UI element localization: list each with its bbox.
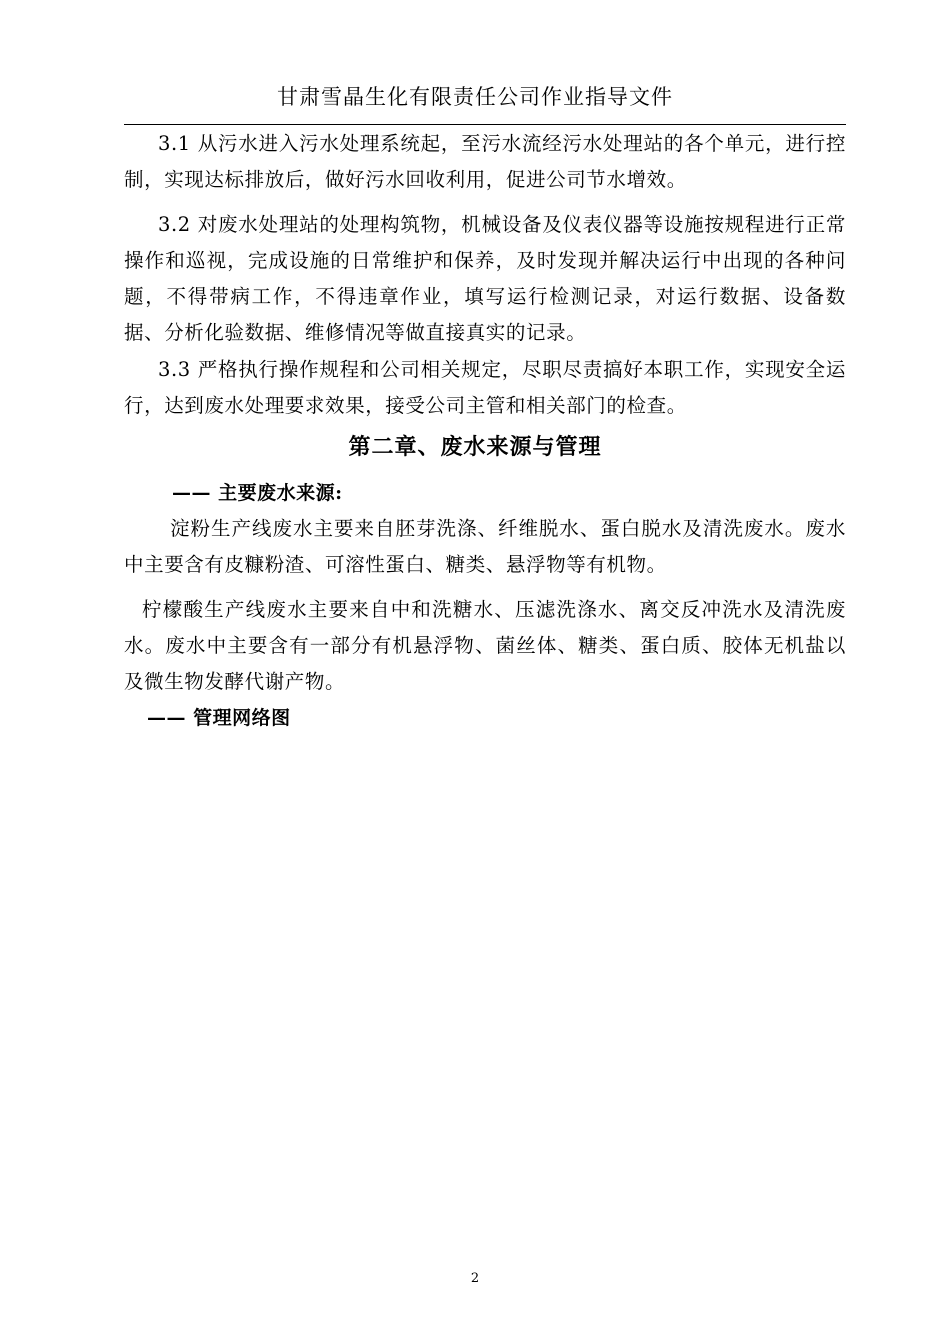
subheading-wastewater-sources: —— 主要废水来源:: [172, 482, 343, 504]
paragraph-citric-line: 柠檬酸生产线废水主要来自中和洗糖水、压滤洗涤水、离交反冲洗水及清洗废水。废水中主要含有一部分有机悬浮物、菌丝体、糖类、蛋白质、胶体无机盐以及微生物发酵代谢产物。: [124, 598, 846, 693]
paragraph-3-3: 3.3 严格执行操作规程和公司相关规定，尽职尽责搞好本职工作，实现安全运行，达到废水处理要求效果，接受公司主管和相关部门的检查。: [124, 358, 846, 417]
header-divider: [124, 124, 846, 125]
paragraph-3-2: 3.2 对废水处理站的处理构筑物，机械设备及仪表仪器等设施按规程进行正常操作和巡视，完成设施的日常维护和保养，及时发现并解决运行中出现的各种问题，不得带病工作，不得违章作业，填写运行检测记录，对运行数据、设备数据、分析化验数据、维修情况等做直接真实的记录。: [124, 213, 846, 344]
page-header-title: 甘肃雪晶生化有限责任公司作业指导文件: [277, 85, 673, 109]
chapter-title: 第二章、废水来源与管理: [348, 434, 602, 460]
subheading-management-network: —— 管理网络图: [147, 707, 291, 729]
paragraph-starch-line: 淀粉生产线废水主要来自胚芽洗涤、纤维脱水、蛋白脱水及清洗废水。废水中主要含有皮糠粉渣、可溶性蛋白、糖类、悬浮物等有机物。: [124, 517, 846, 576]
page-number: 2: [470, 1271, 480, 1286]
paragraph-3-1: 3.1 从污水进入污水处理系统起，至污水流经污水处理站的各个单元，进行控制，实现达标排放后，做好污水回收利用，促进公司节水增效。: [124, 132, 846, 191]
